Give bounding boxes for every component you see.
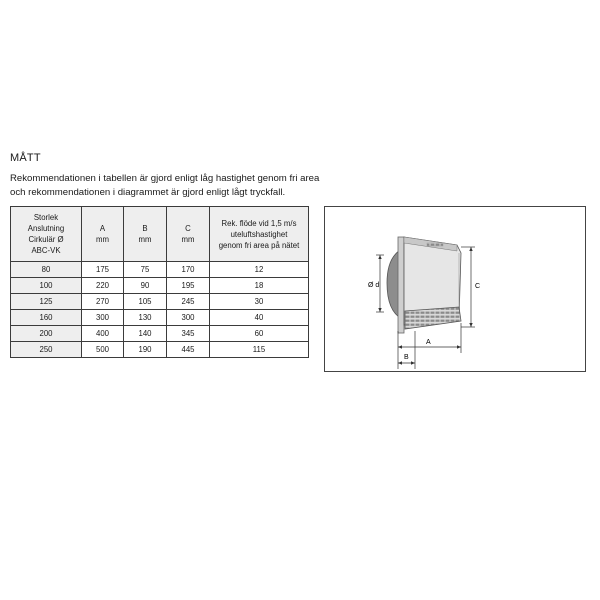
header-text: uteluftshastighet [230, 229, 288, 239]
cell-a: 500 [82, 342, 124, 358]
cell-size: 80 [11, 262, 82, 278]
table-row [11, 294, 309, 310]
header-text: mm [181, 235, 195, 244]
height-dimension [461, 247, 475, 327]
cell-flow: 12 [210, 262, 309, 278]
vent-drawing [325, 207, 587, 373]
label-d: Ø d [368, 282, 380, 289]
cell-c: 170 [167, 262, 210, 278]
cell-a: 270 [82, 294, 124, 310]
cell-flow: 60 [210, 326, 309, 342]
cell-flow: 115 [210, 342, 309, 358]
table-row [11, 326, 309, 342]
label-c: C [475, 283, 481, 290]
header-text: Rek. flöde vid 1,5 m/s [221, 218, 297, 228]
cell-a: 220 [82, 278, 124, 294]
table-row [11, 278, 309, 294]
cell-b: 105 [124, 294, 167, 310]
header-text: mm [138, 235, 152, 244]
header-size [11, 207, 82, 262]
cell-a: 400 [82, 326, 124, 342]
cell-b: 75 [124, 262, 167, 278]
header-a [82, 207, 124, 262]
label-a: A [426, 339, 431, 346]
dimension-diagram [324, 206, 586, 372]
header-b [124, 207, 167, 262]
header-text: ABC-VK [31, 246, 61, 255]
cell-b: 190 [124, 342, 167, 358]
intro-line-2: och rekommendationen i diagrammet är gjord enligt lågt tryckfall. [10, 187, 286, 198]
cell-size: 160 [11, 310, 82, 326]
header-text: Cirkulär Ø [28, 235, 64, 244]
cell-size: 250 [11, 342, 82, 358]
header-flow [210, 207, 309, 262]
depth-dimension [398, 323, 461, 369]
cell-a: 300 [82, 310, 124, 326]
cell-c: 300 [167, 310, 210, 326]
cell-flow: 30 [210, 294, 309, 310]
table-row [11, 262, 309, 278]
offset-dimension [398, 331, 415, 369]
cell-b: 130 [124, 310, 167, 326]
cell-c: 345 [167, 326, 210, 342]
intro-text [10, 172, 325, 200]
table-row [11, 342, 309, 358]
header-text: B [142, 224, 148, 233]
header-text: Storlek [33, 213, 59, 222]
intro-line-1: Rekommendationen i tabellen är gjord enligt låg hastighet genom fri area [10, 173, 320, 184]
cell-c: 195 [167, 278, 210, 294]
cell-b: 140 [124, 326, 167, 342]
section-title: MÅTT [10, 152, 41, 164]
header-text: Anslutning [27, 224, 65, 233]
cell-b: 90 [124, 278, 167, 294]
table-row [11, 310, 309, 326]
wall-plate [398, 237, 404, 333]
bottom-grille [405, 307, 461, 329]
cell-flow: 40 [210, 310, 309, 326]
cell-c: 445 [167, 342, 210, 358]
cell-size: 200 [11, 326, 82, 342]
dimensions-table [10, 206, 309, 358]
table-header-row [11, 207, 309, 262]
header-text: A [99, 224, 106, 233]
label-b: B [404, 354, 409, 361]
cell-size: 100 [11, 278, 82, 294]
header-text: genom fri area på nätet [218, 240, 300, 250]
header-c [167, 207, 210, 262]
cell-flow: 18 [210, 278, 309, 294]
header-text: C [185, 224, 191, 233]
cell-c: 245 [167, 294, 210, 310]
cell-a: 175 [82, 262, 124, 278]
cell-size: 125 [11, 294, 82, 310]
header-text: mm [96, 235, 109, 244]
